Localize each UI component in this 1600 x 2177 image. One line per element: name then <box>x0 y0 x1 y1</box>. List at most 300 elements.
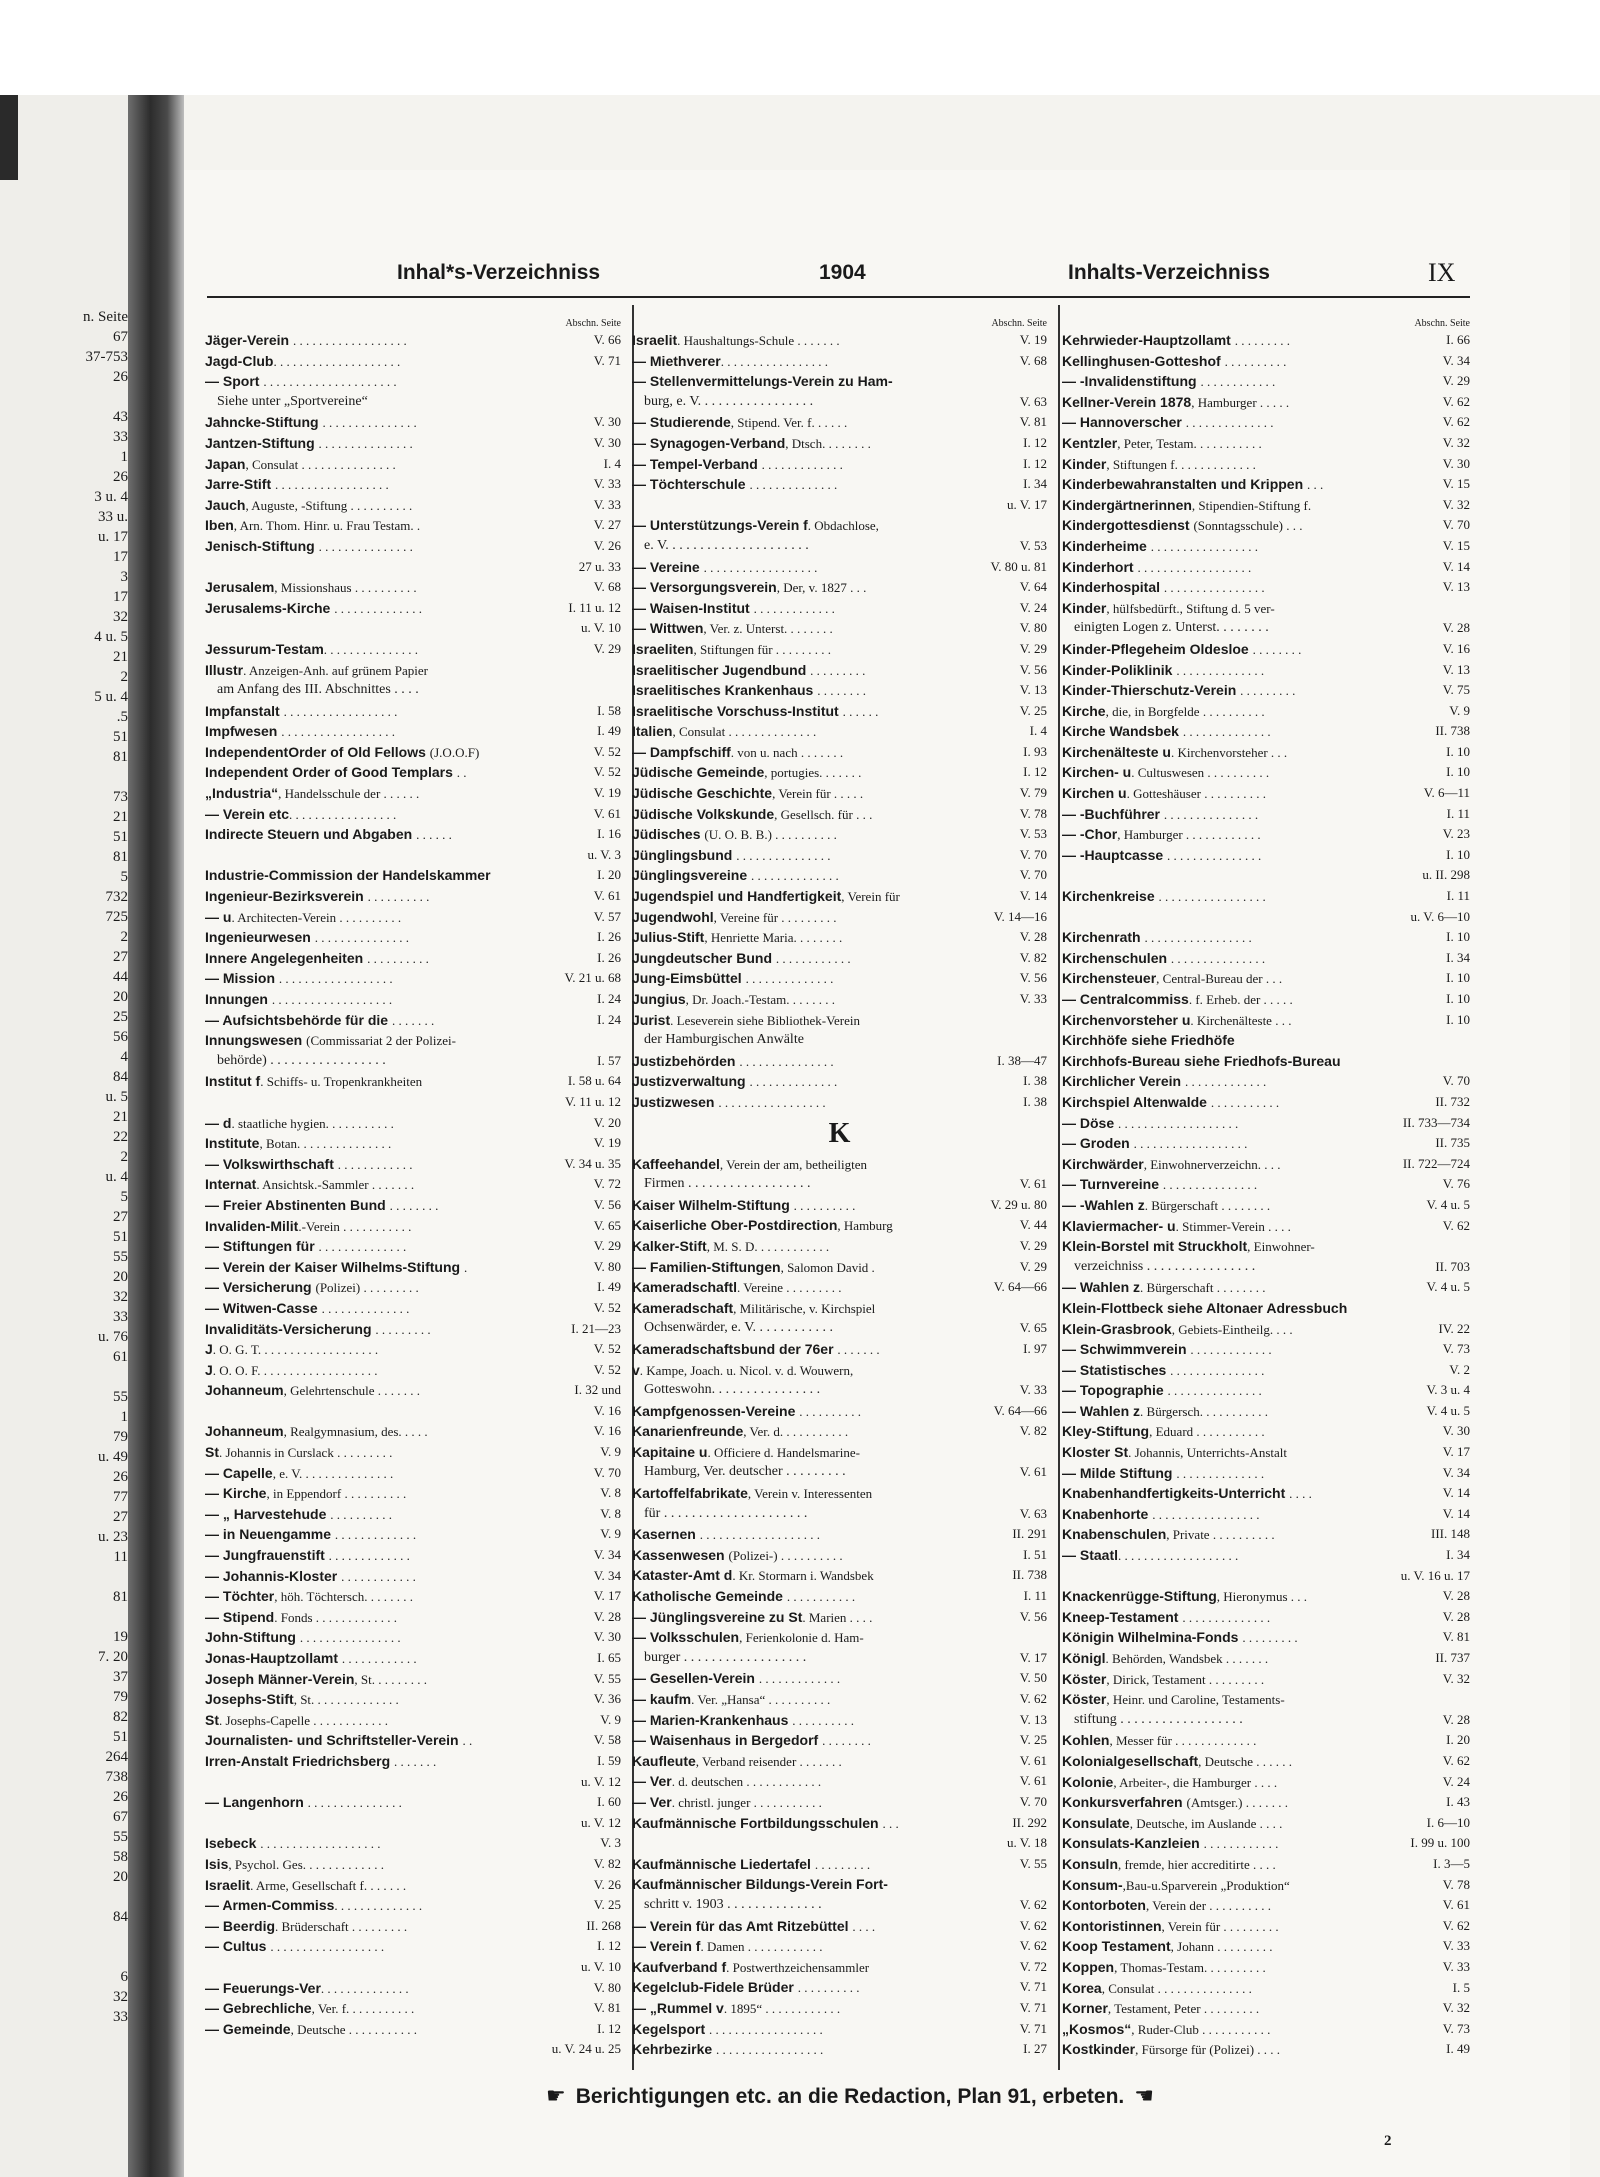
entry-title <box>205 1401 529 1422</box>
entry-reference: V. 62 <box>1019 1917 1047 1933</box>
left-page-number: 81 <box>113 849 128 865</box>
entry-title: Isebeck . . . . . . . . . . . . . . . . . . . <box>205 1835 381 1852</box>
entry-title: Ingenieurwesen . . . . . . . . . . . . . . . <box>205 929 409 946</box>
entry-reference: V. 24 <box>1442 1773 1470 1789</box>
entry-title: Kinder-Pflegeheim Oldesloe . . . . . . . . <box>1062 640 1302 657</box>
entry-reference: V. 34 <box>593 1547 621 1563</box>
index-entry <box>632 351 1047 372</box>
entry-title <box>1062 865 1378 886</box>
entry-reference: V. 13 <box>1442 579 1470 595</box>
entry-title: — Topographie . . . . . . . . . . . . . . . <box>1062 1382 1262 1399</box>
entry-title: Japan, Consulat . . . . . . . . . . . . . . . <box>205 455 396 472</box>
index-entry <box>632 1154 1047 1175</box>
index-entry <box>205 804 621 825</box>
entry-title <box>1062 1566 1378 1587</box>
index-entry <box>632 968 1047 989</box>
entry-reference: I. 24 <box>597 1011 621 1027</box>
left-page-number: 5 <box>120 1189 128 1205</box>
index-entry <box>1062 762 1470 783</box>
left-page-number: 44 <box>113 969 128 985</box>
index-entry <box>205 1627 621 1648</box>
index-entry <box>1062 1195 1470 1216</box>
index-entry <box>1062 1936 1470 1957</box>
entry-title: J. O. O. F. . . . . . . . . . . . . . . . . . . <box>205 1361 378 1378</box>
entry-reference: I. 49 <box>597 1279 621 1295</box>
header-year: 1904 <box>819 261 866 284</box>
entry-title: Kellinghusen-Gotteshof . . . . . . . . . . <box>1062 352 1287 369</box>
left-page-number <box>0 1927 134 1947</box>
index-entry <box>632 886 1047 907</box>
index-entry <box>632 474 1047 495</box>
index-entry <box>205 1463 621 1484</box>
left-page-number: 58 <box>113 1849 128 1865</box>
entry-reference: u. V. 10 <box>581 620 621 636</box>
entry-reference: V. 28 <box>1019 929 1047 945</box>
index-entry <box>632 1051 1047 1072</box>
entry-reference: V. 62 <box>1019 1896 1047 1912</box>
entry-reference: V. 25 <box>593 1897 621 1913</box>
entry-reference: II. 733—734 <box>1402 1114 1470 1130</box>
entry-title: Jahncke-Stiftung . . . . . . . . . . . . . . . <box>205 414 417 431</box>
index-entry <box>1062 433 1470 454</box>
left-page-number <box>0 1367 134 1387</box>
entry-title: Jessurum-Testam. . . . . . . . . . . . . . . <box>205 640 419 657</box>
entry-title: Knabenschulen, Private . . . . . . . . . . <box>1062 1526 1275 1543</box>
index-entry <box>632 1462 1047 1483</box>
entry-title: Jugendspiel und Handfertigkeit, Verein für <box>632 888 900 905</box>
entry-reference: V. 61 <box>1019 1752 1047 1768</box>
entry-title: burger . . . . . . . . . . . . . . . . . . <box>644 1649 807 1665</box>
index-entry <box>1062 557 1470 578</box>
entry-reference: V. 30 <box>593 1629 621 1645</box>
entry-title: Kolonie, Arbeiter-, die Hamburger . . . . <box>1062 1773 1278 1790</box>
entry-reference: V. 28 <box>1442 1588 1470 1604</box>
book-gutter <box>128 95 184 2177</box>
index-entry <box>632 1257 1047 1278</box>
entry-reference: V. 52 <box>593 764 621 780</box>
entry-title: Köster, Dirick, Testament . . . . . . . . . <box>1062 1670 1265 1687</box>
entry-title: — Jünglingsvereine zu St. Marien . . . . <box>632 1608 873 1625</box>
index-entry <box>205 701 621 722</box>
entry-title: schritt v. 1903 . . . . . . . . . . . . . . <box>644 1896 822 1912</box>
entry-title: Kellner-Verein 1878, Hamburger . . . . . <box>1062 393 1290 410</box>
entry-title: — Cultus . . . . . . . . . . . . . . . . . . <box>205 1938 385 1955</box>
entry-reference: u. II. 298 <box>1422 867 1470 883</box>
entry-reference: I. 49 <box>1446 2041 1470 2057</box>
entry-title: Iben, Arn. Thom. Hinr. u. Frau Testam. . <box>205 517 421 534</box>
index-entry <box>205 1154 621 1175</box>
left-page-number: 61 <box>113 1349 128 1365</box>
index-entry <box>205 1978 621 1999</box>
entry-title: Israeliten, Stiftungen für . . . . . . . . . <box>632 640 832 657</box>
entry-reference: V. 61 <box>593 805 621 821</box>
index-entry <box>632 1236 1047 1257</box>
left-page-number: 2 <box>120 929 128 945</box>
entry-reference: u. V. 24 u. 25 <box>551 2041 621 2057</box>
left-page-number: 3 u. 4 <box>94 489 128 505</box>
entry-reference: V. 56 <box>1019 661 1047 677</box>
index-entry <box>632 845 1047 866</box>
entry-reference: V. 62 <box>1442 1217 1470 1233</box>
index-entry <box>632 1895 1047 1916</box>
entry-title: Jungius, Dr. Joach.-Testam. . . . . . . . <box>632 991 835 1007</box>
entry-title: — Waisenhaus in Bergedorf . . . . . . . . <box>632 1732 871 1749</box>
entry-title: Kehrwieder-Hauptzollamt . . . . . . . . . <box>1062 332 1290 348</box>
entry-reference: V. 14 <box>1442 1485 1470 1501</box>
left-page-number: 3 <box>120 569 128 585</box>
entry-title: Israelitischer Jugendbund . . . . . . . . . <box>632 661 866 678</box>
left-page-number: 79 <box>113 1429 128 1445</box>
entry-title: Kirchen u. Gotteshäuser . . . . . . . . . . <box>1062 785 1266 802</box>
index-entry <box>632 1339 1047 1360</box>
index-entry <box>632 1710 1047 1731</box>
entry-title: — Volksschulen, Ferienkolonie d. Ham- <box>632 1629 864 1646</box>
entry-title: — -Invalidenstiftung . . . . . . . . . . . . <box>1062 373 1276 390</box>
entry-title: — Stellenvermittelungs-Verein zu Ham- <box>632 373 893 390</box>
index-entry <box>205 1998 621 2019</box>
entry-title: Königl. Behörden, Wandsbek . . . . . . . <box>1062 1650 1269 1666</box>
index-entry <box>632 1771 1047 1792</box>
index-entry <box>205 1113 621 1134</box>
entry-reference: I. 43 <box>1446 1794 1470 1810</box>
entry-title: Impfwesen . . . . . . . . . . . . . . . . . . <box>205 723 395 740</box>
left-page-number: 11 <box>113 1549 128 1565</box>
index-entry <box>632 1092 1047 1113</box>
dark-binding-edge <box>0 95 18 180</box>
index-entry <box>1062 1010 1470 1031</box>
index-entry <box>632 1854 1047 1875</box>
entry-title: — in Neuengamme . . . . . . . . . . . . . <box>205 1526 417 1543</box>
entry-title <box>205 1957 529 1978</box>
left-page-number: u. 49 <box>98 1449 128 1465</box>
entry-title: Kanarienfreunde, Ver. d. . . . . . . . . . . <box>632 1423 849 1440</box>
entry-title: Klein-Borstel mit Struckholt, Einwohner- <box>1062 1238 1315 1255</box>
left-page-number: 55 <box>113 1249 128 1265</box>
index-entry <box>1062 1586 1470 1607</box>
entry-reference: II. 268 <box>586 1917 621 1933</box>
entry-title: Impfanstalt . . . . . . . . . . . . . . . . . . <box>205 702 398 719</box>
index-entry <box>632 762 1047 783</box>
entry-reference: III. 148 <box>1431 1526 1470 1542</box>
entry-reference: IV. 22 <box>1438 1320 1470 1336</box>
entry-reference: u. V. 10 <box>581 1958 621 1974</box>
entry-title: — „ Harvestehude . . . . . . . . . . <box>205 1505 393 1522</box>
index-entry <box>1062 721 1470 742</box>
entry-reference: V. 53 <box>1019 537 1047 553</box>
entry-title: — Groden . . . . . . . . . . . . . . . . . . <box>1062 1135 1248 1152</box>
entry-title: Kassenwesen (Polizei-) . . . . . . . . . . <box>632 1546 843 1563</box>
entry-reference: I. 34 <box>1023 476 1047 492</box>
left-page-number: 27 <box>113 1509 128 1525</box>
entry-reference: II. 735 <box>1435 1135 1470 1151</box>
left-page-number: 2 <box>120 1149 128 1165</box>
index-entry <box>205 515 621 536</box>
entry-reference: II. 738 <box>1012 1567 1047 1583</box>
index-entry <box>632 1010 1047 1031</box>
entry-reference: V. 28 <box>1442 1608 1470 1624</box>
entry-title: Jonas-Hauptzollamt . . . . . . . . . . . . <box>205 1650 417 1666</box>
left-page-number: 51 <box>113 829 128 845</box>
index-entry <box>205 392 621 413</box>
entry-reference: I. 26 <box>597 929 621 945</box>
entry-title: — Wittwen, Ver. z. Unterst. . . . . . . . <box>632 620 833 637</box>
entry-title: Israelitische Vorschuss-Institut . . . . . . <box>632 702 879 719</box>
left-page-number: 55 <box>113 1389 128 1405</box>
index-entry <box>632 2039 1047 2060</box>
index-entry <box>632 948 1047 969</box>
index-entry <box>1062 783 1470 804</box>
index-entry <box>1062 680 1470 701</box>
entry-reference: I. 10 <box>1446 764 1470 780</box>
entry-title: Innungen . . . . . . . . . . . . . . . . . . . <box>205 991 393 1007</box>
entry-title: Industrie-Commission der Handelskammer <box>205 867 491 884</box>
entry-reference: I. 57 <box>597 1052 621 1068</box>
index-entry <box>205 433 621 454</box>
index-entry <box>1062 474 1470 495</box>
entry-title: Israelitisches Krankenhaus . . . . . . . . <box>632 682 866 699</box>
entry-reference: V. 3 u. 4 <box>1426 1382 1470 1398</box>
entry-reference: V. 80 <box>593 1979 621 1995</box>
index-entry <box>632 1504 1047 1525</box>
index-entry <box>632 1977 1047 1998</box>
entry-reference: V. 26 <box>593 537 621 553</box>
column-header: Abschn. Seite <box>991 318 1047 329</box>
index-entry <box>1062 1113 1470 1134</box>
entry-reference: u. V. 17 <box>1007 496 1047 512</box>
entry-title: Justizwesen . . . . . . . . . . . . . . . . . <box>632 1093 826 1110</box>
left-page-number: 55 <box>113 1829 128 1845</box>
index-entry <box>632 680 1047 701</box>
index-entry <box>1062 515 1470 536</box>
index-entry <box>205 454 621 475</box>
entry-title: Kasernen . . . . . . . . . . . . . . . . . . . <box>632 1526 820 1543</box>
index-entry <box>205 721 621 742</box>
header-rule <box>207 296 1470 298</box>
index-entry <box>1062 1792 1470 1813</box>
index-entry <box>632 1442 1047 1463</box>
index-entry <box>205 639 621 660</box>
entry-title: Johanneum, Gelehrtenschule . . . . . . . <box>205 1382 421 1399</box>
entry-title: — Mission . . . . . . . . . . . . . . . . . . <box>205 970 393 987</box>
index-entry <box>205 1669 621 1690</box>
left-page-number: u. 5 <box>105 1089 128 1105</box>
entry-title: — „Rummel v. 1895“ . . . . . . . . . . . . <box>632 1999 841 2016</box>
left-page-number: .5 <box>116 709 128 725</box>
index-entry <box>1062 577 1470 598</box>
index-entry <box>632 1215 1047 1236</box>
entry-title: Kameradschaftl. Vereine . . . . . . . . . <box>632 1279 842 1296</box>
entry-reference: V. 62 <box>1019 1691 1047 1706</box>
entry-reference: V. 14 <box>1442 1505 1470 1521</box>
index-entry <box>205 1071 621 1092</box>
entry-reference: V. 17 <box>1442 1444 1470 1460</box>
entry-reference: V. 13 <box>1019 1711 1047 1727</box>
entry-reference: V. 70 <box>1019 1793 1047 1809</box>
left-page-number: 6 <box>120 1969 128 1985</box>
index-entry <box>205 577 621 598</box>
index-column-2 <box>632 318 1047 2060</box>
entry-reference: V. 14—16 <box>993 908 1047 924</box>
entry-title: Konsulate, Deutsche, im Auslande . . . . <box>1062 1814 1283 1831</box>
entry-reference: I. 4 <box>603 455 621 471</box>
entry-title: Kontoristinnen, Verein für . . . . . . . . . <box>1062 1917 1279 1934</box>
index-entry <box>205 1792 621 1813</box>
entry-title: behörde) . . . . . . . . . . . . . . . . . <box>217 1052 386 1068</box>
index-entry <box>205 1483 621 1504</box>
entry-title: Kameradschaft, Militärische, v. Kirchspiel <box>632 1299 876 1316</box>
entry-reference: I. 38 <box>1023 1073 1047 1089</box>
index-entry <box>205 1442 621 1463</box>
left-page-number: 732 <box>105 889 128 905</box>
index-entry <box>1062 1833 1470 1854</box>
entry-title: Kegelsport . . . . . . . . . . . . . . . . . . <box>632 2020 823 2037</box>
entry-reference: I. 6—10 <box>1426 1814 1470 1830</box>
index-entry <box>1062 927 1470 948</box>
entry-reference: I. 49 <box>597 723 621 739</box>
entry-reference: I. 12 <box>597 1938 621 1954</box>
entry-title: — u. Architecten-Verein . . . . . . . . . . <box>205 908 402 925</box>
entry-title: Kameradschaftsbund der 76er . . . . . . . <box>632 1340 880 1357</box>
entry-title: Jünglingsvereine . . . . . . . . . . . . . . <box>632 867 839 884</box>
index-entry <box>1062 1978 1470 1999</box>
entry-title: Kinder, hülfsbedürft., Stiftung d. 5 ver- <box>1062 599 1275 616</box>
entry-reference: V. 71 <box>1019 2020 1047 2036</box>
entry-title: — Versicherung (Polizei) . . . . . . . . . <box>205 1279 419 1296</box>
index-entry <box>205 1813 621 1834</box>
entry-reference: I. 11 <box>1446 888 1470 904</box>
entry-reference: V. 50 <box>1019 1670 1047 1686</box>
entry-reference: V. 52 <box>593 743 621 759</box>
left-page-number: 51 <box>113 1229 128 1245</box>
entry-reference: u. V. 18 <box>1007 1835 1047 1851</box>
index-entry <box>205 1607 621 1628</box>
entry-title: Kirchenkreise . . . . . . . . . . . . . . . . . <box>1062 888 1266 905</box>
entry-reference: V. 70 <box>1442 517 1470 533</box>
left-page-number: 21 <box>113 809 128 825</box>
entry-reference: I. 3—5 <box>1433 1855 1470 1871</box>
entry-reference: V. 16 <box>593 1423 621 1439</box>
index-entry <box>1062 1421 1470 1442</box>
left-page-number: 32 <box>113 1289 128 1305</box>
entry-reference: V. 24 <box>1019 599 1047 615</box>
index-entry <box>205 1751 621 1772</box>
index-entry <box>632 989 1047 1010</box>
entry-reference: I. 11 <box>1023 1588 1047 1604</box>
index-entry <box>1062 824 1470 845</box>
entry-title: — Dampfschiff. von u. nach . . . . . . . <box>632 743 844 760</box>
entry-title: Kehrbezirke . . . . . . . . . . . . . . . . . <box>632 2041 824 2058</box>
index-entry <box>1062 1277 1470 1298</box>
entry-reference: V. 33 <box>593 496 621 512</box>
index-entry <box>632 1174 1047 1195</box>
entry-reference: V. 36 <box>593 1691 621 1707</box>
entry-reference: V. 33 <box>1442 1938 1470 1954</box>
entry-title: Ochsenwärder, e. V. . . . . . . . . . . . <box>644 1320 834 1336</box>
index-entry <box>205 1504 621 1525</box>
entry-title: — Unterstützungs-Verein f. Obdachlose, <box>632 517 879 534</box>
entry-reference: V. 29 <box>1019 1237 1047 1253</box>
entry-title: Firmen . . . . . . . . . . . . . . . . . . <box>644 1176 811 1192</box>
entry-reference: V. 62 <box>1442 393 1470 409</box>
entry-title: Jauch, Auguste, -Stiftung . . . . . . . . . . <box>205 496 413 513</box>
entry-reference: V. 44 <box>1019 1217 1047 1233</box>
entry-reference: V. 33 <box>593 476 621 492</box>
left-page-number: 20 <box>113 1869 128 1885</box>
index-entry <box>205 927 621 948</box>
entry-title: Kirchlicher Verein . . . . . . . . . . . . . <box>1062 1073 1267 1090</box>
index-entry <box>632 1195 1047 1216</box>
section-letter: K <box>828 1117 851 1149</box>
entry-title: — Wahlen z. Bürgerschaft . . . . . . . . <box>1062 1279 1266 1296</box>
entry-title: Israelit. Haushaltungs-Schule . . . . . . . <box>632 332 840 348</box>
entry-reference: V. 33 <box>1019 991 1047 1006</box>
left-page-number: 56 <box>113 1029 128 1045</box>
entry-reference: V. 68 <box>1019 352 1047 368</box>
index-entry <box>205 1875 621 1896</box>
entry-reference: V. 26 <box>593 1876 621 1892</box>
entry-title: Kirchenschulen . . . . . . . . . . . . . . . <box>1062 949 1266 966</box>
index-entry <box>205 783 621 804</box>
index-entry <box>205 1051 621 1072</box>
entry-title: John-Stiftung . . . . . . . . . . . . . . . . <box>205 1629 401 1646</box>
entry-reference: V. 29 u. 80 <box>990 1196 1047 1212</box>
index-entry <box>1062 865 1470 886</box>
entry-reference: V. 21 u. 68 <box>564 970 621 986</box>
entry-title: Jüdische Volkskunde, Gesellsch. für . . . <box>632 805 873 822</box>
column-header: Abschn. Seite <box>565 318 621 329</box>
entry-title: Jerusalems-Kirche . . . . . . . . . . . . . . <box>205 599 422 616</box>
left-page-number: u. 17 <box>98 529 128 545</box>
left-page-number: 5 <box>120 869 128 885</box>
left-page-number: 26 <box>113 369 128 385</box>
index-entry <box>632 2019 1047 2040</box>
entry-title: Josephs-Stift, St. . . . . . . . . . . . . . <box>205 1691 399 1708</box>
index-entry <box>632 1318 1047 1339</box>
entry-reference: V. 81 <box>1019 414 1047 430</box>
index-entry <box>1062 1772 1470 1793</box>
entry-reference: V. 30 <box>593 414 621 430</box>
index-entry <box>205 824 621 845</box>
entry-reference: V. 27 <box>593 517 621 533</box>
index-entry <box>1062 1154 1470 1175</box>
entry-reference: V. 66 <box>593 332 621 347</box>
index-entry <box>205 371 621 392</box>
left-page-number: 37-753 <box>85 349 128 365</box>
entry-title: — Studierende, Stipend. Ver. f. . . . . . <box>632 414 848 431</box>
left-page-number: 22 <box>113 1129 128 1145</box>
left-page-number: 32 <box>113 609 128 625</box>
index-entry <box>632 721 1047 742</box>
entry-title: Kirchensteuer, Central-Bureau der . . . <box>1062 970 1283 987</box>
entry-reference: I. 12 <box>1023 455 1047 471</box>
index-entry <box>1062 454 1470 475</box>
entry-reference: V. 73 <box>1442 2020 1470 2036</box>
left-page-number: 82 <box>113 1709 128 1725</box>
entry-reference: V. 4 u. 5 <box>1426 1402 1470 1418</box>
entry-title: Korea, Consulat . . . . . . . . . . . . . . . <box>1062 1979 1252 1996</box>
entry-title: stiftung . . . . . . . . . . . . . . . . . . <box>1074 1711 1243 1727</box>
index-entry <box>632 1030 1047 1051</box>
index-entry <box>205 1277 621 1298</box>
entry-title: Kaufverband f. Postwerthzeichensammler <box>632 1958 870 1975</box>
index-entry <box>632 433 1047 454</box>
entry-reference: V. 2 <box>1449 1361 1470 1377</box>
index-entry <box>632 412 1047 433</box>
index-entry <box>1062 412 1470 433</box>
index-entry <box>1062 1607 1470 1628</box>
entry-title: — Ver. d. deutschen . . . . . . . . . . . . <box>632 1773 822 1790</box>
index-entry <box>1062 1030 1470 1051</box>
